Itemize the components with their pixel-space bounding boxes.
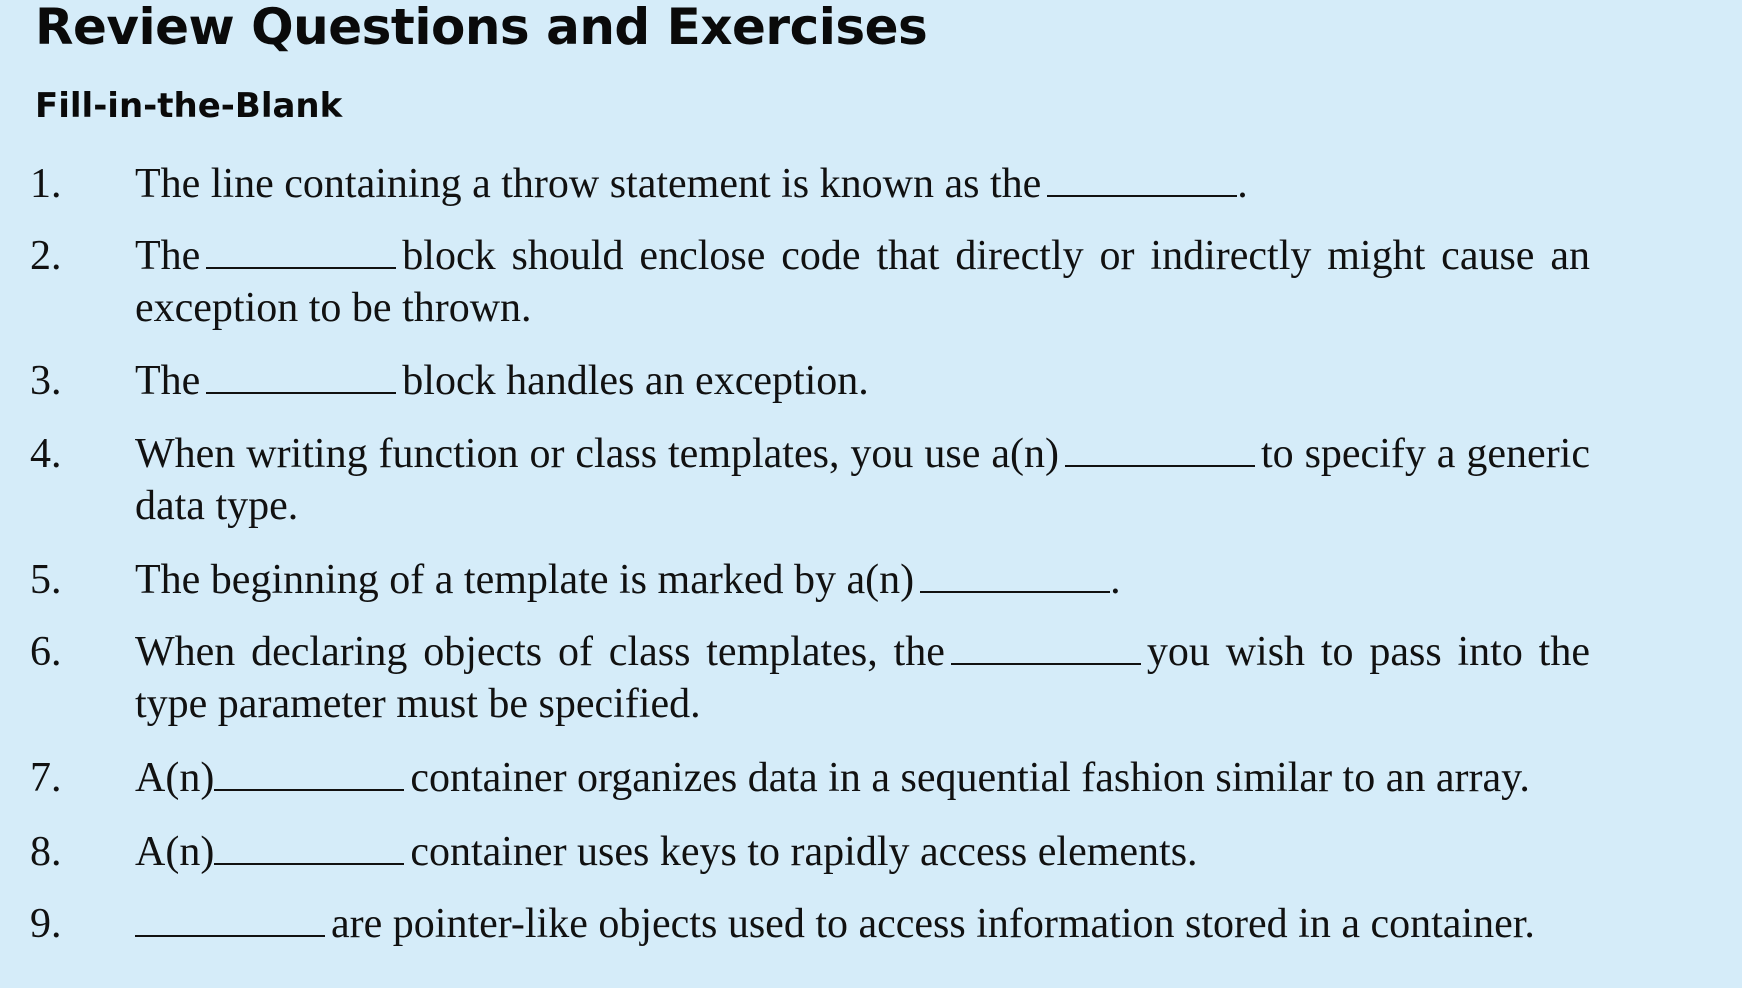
question-number: 3. xyxy=(30,358,62,404)
question-number: 6. xyxy=(30,629,62,675)
question-text: The block should enclose code that directly or indirectly might cause an exception to be thrown. xyxy=(135,233,1590,331)
question-number: 7. xyxy=(30,755,62,801)
question-number: 9. xyxy=(30,901,62,947)
question-number: 4. xyxy=(30,431,62,477)
answer-blank[interactable] xyxy=(214,833,404,865)
answer-blank[interactable] xyxy=(135,905,325,937)
page-title: Review Questions and Exercises xyxy=(35,0,928,56)
answer-blank[interactable] xyxy=(206,362,396,394)
answer-blank[interactable] xyxy=(920,561,1110,593)
question-text: A(n) container organizes data in a sequential fashion similar to an array. xyxy=(135,755,1530,801)
question-number: 5. xyxy=(30,557,62,603)
answer-blank[interactable] xyxy=(951,633,1141,665)
section-title: Fill-in-the-Blank xyxy=(35,86,343,126)
question-text: A(n) container uses keys to rapidly access elements. xyxy=(135,829,1198,875)
answer-blank[interactable] xyxy=(206,237,396,269)
answer-blank[interactable] xyxy=(214,759,404,791)
answer-blank[interactable] xyxy=(1047,165,1237,197)
question-number: 2. xyxy=(30,233,62,279)
question-text: The block handles an exception. xyxy=(135,358,869,404)
question-text: When declaring objects of class templates, the you wish to pass into the type parameter must be specified. xyxy=(135,629,1590,727)
question-text: The line containing a throw statement is known as the . xyxy=(135,161,1248,207)
question-text: When writing function or class templates, you use a(n) to specify a generic data type. xyxy=(135,431,1590,529)
answer-blank[interactable] xyxy=(1065,435,1255,467)
question-number: 8. xyxy=(30,829,62,875)
question-number: 1. xyxy=(30,161,62,207)
question-text: The beginning of a template is marked by a(n) . xyxy=(135,557,1121,603)
question-text: are pointer-like objects used to access information stored in a container. xyxy=(135,898,1590,950)
